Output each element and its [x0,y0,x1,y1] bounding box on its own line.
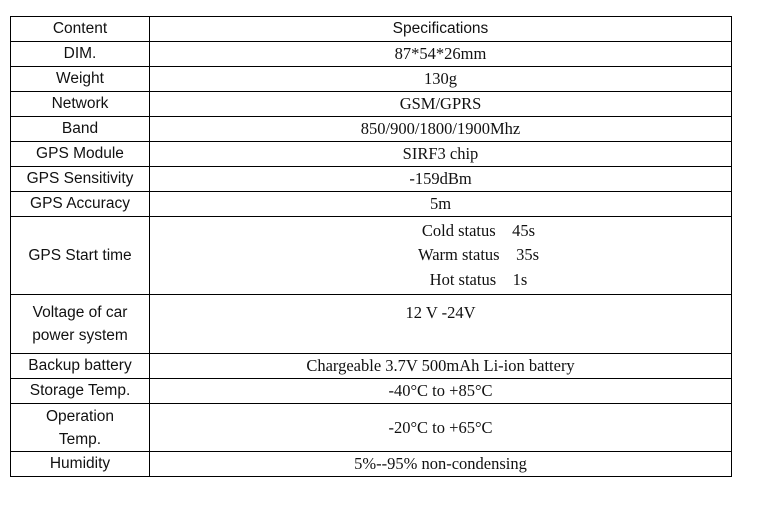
row-value-gps-accuracy: 5m [150,192,732,217]
row-label-gps-module: GPS Module [11,142,150,167]
row-value-gps-sensitivity: -159dBm [150,167,732,192]
table-row [11,142,732,167]
row-label-dim: DIM. [11,42,150,67]
row-label-operation-temp-line-1: Operation [45,407,115,425]
row-label-gps-accuracy: GPS Accuracy [11,192,150,217]
header-specifications: Specifications [150,17,732,42]
table-row [11,354,732,379]
header-content: Content [11,17,150,42]
row-label-network: Network [11,92,150,117]
start-time-cold: Cold status 45s [421,220,536,240]
table-row [11,404,732,452]
row-value-humidity: 5%--95% non-condensing [150,452,732,477]
table-row [11,117,732,142]
row-value-operation-temp: -20°C to +65°C [150,404,732,452]
row-value-gps-module: SIRF3 chip [150,142,732,167]
table-row [11,379,732,404]
row-value-gps-start-time [150,217,732,295]
row-label-operation-temp [11,404,150,452]
row-label-band: Band [11,117,150,142]
row-value-backup-battery: Chargeable 3.7V 500mAh Li-ion battery [150,354,732,379]
table-row [11,42,732,67]
row-value-dim: 87*54*26mm [150,42,732,67]
table-header-row [11,17,732,42]
row-label-weight: Weight [11,67,150,92]
table-row [11,192,732,217]
start-time-warm: Warm status 35s [417,245,540,265]
row-label-humidity: Humidity [11,452,150,477]
table-row [11,67,732,92]
row-label-operation-temp-line-2: Temp. [58,430,102,448]
row-label-voltage-line-1: Voltage of car [32,304,128,321]
row-value-band: 850/900/1800/1900Mhz [150,117,732,142]
row-label-storage-temp: Storage Temp. [11,379,150,404]
table-row [11,217,732,295]
table-row [11,92,732,117]
table-row [11,295,732,354]
table-row [11,167,732,192]
row-value-weight: 130g [150,67,732,92]
start-time-hot: Hot status 1s [429,269,528,289]
row-value-voltage-text: 12 V -24V [405,303,476,322]
spec-table [10,16,732,477]
row-label-gps-start-time: GPS Start time [11,217,150,295]
row-label-voltage [11,295,150,354]
row-value-storage-temp: -40°C to +85°C [150,379,732,404]
row-label-backup-battery: Backup battery [11,354,150,379]
table-row [11,452,732,477]
row-value-voltage [150,295,732,354]
row-label-gps-sensitivity: GPS Sensitivity [11,167,150,192]
row-value-network: GSM/GPRS [150,92,732,117]
row-label-voltage-line-2: power system [32,327,128,344]
